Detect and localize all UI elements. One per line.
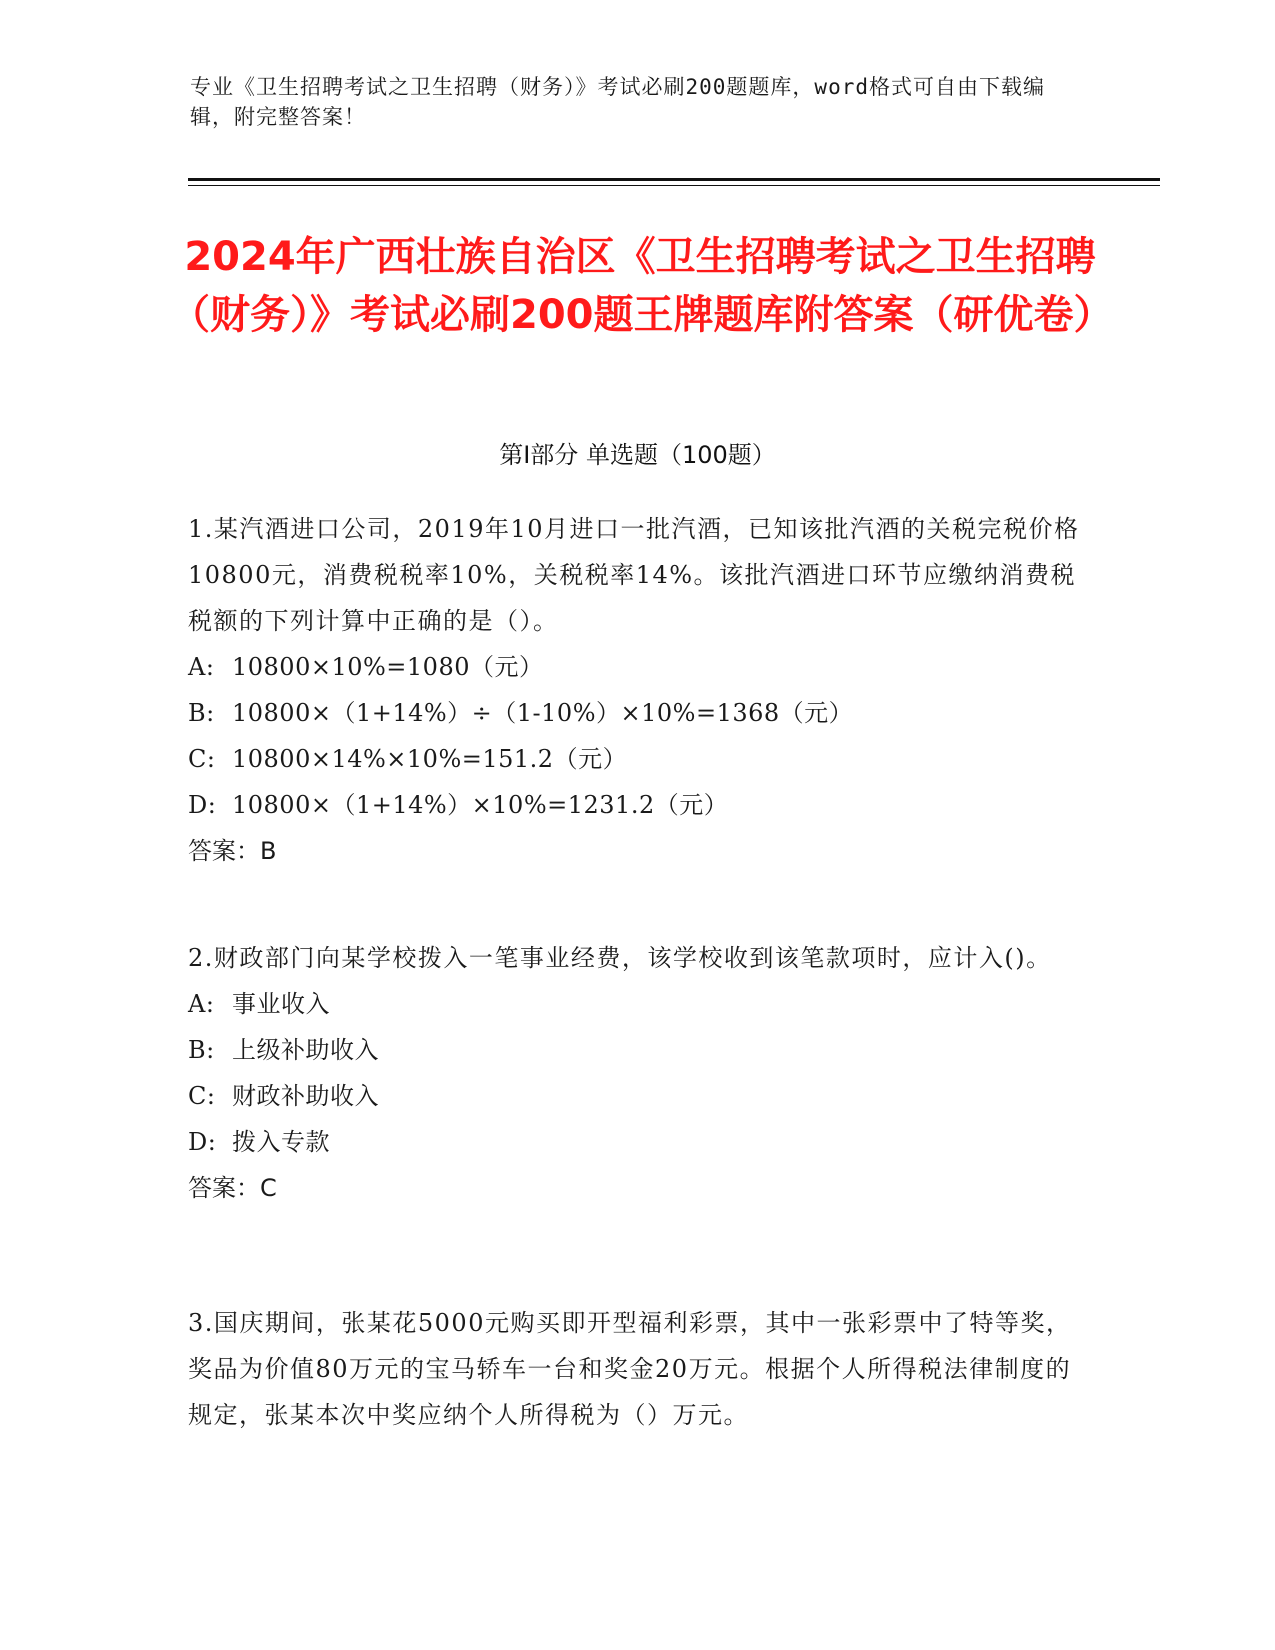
question-stem: 2.财政部门向某学校拨入一笔事业经费，该学校收到该笔款项时，应计入()。 — [188, 944, 1052, 972]
option-a — [188, 981, 1088, 1027]
option-key: A: — [188, 653, 215, 681]
option-text: 拨入专款 — [232, 1128, 330, 1156]
option-key: C: — [188, 1082, 216, 1110]
question-stem: 1.某汽酒进口公司，2019年10月进口一批汽酒，已知该批汽酒的关税完税价格10800元，消费税税率10%，关税税率14%。该批汽酒进口环节应缴纳消费税税额的下列计算中正确的是（）。 — [188, 515, 1080, 635]
document-title: 2024年广西壮族自治区《卫生招聘考试之卫生招聘（财务）》考试必刷200题王牌题库附答案（研优卷） — [170, 234, 1114, 338]
option-text: 10800×（1+14%）×10%=1231.2（元） — [232, 791, 729, 819]
option-key: B: — [188, 1036, 215, 1064]
header-rule-thick — [188, 178, 1160, 181]
option-key: B: — [188, 699, 215, 727]
header-rule-thin — [188, 185, 1160, 186]
question-stem: 3.国庆期间，张某花5000元购买即开型福利彩票，其中一张彩票中了特等奖，奖品为价值80万元的宝马轿车一台和奖金20万元。根据个人所得税法律制度的规定，张某本次中奖应纳个人所得税为（）万元。 — [188, 1309, 1072, 1429]
option-d — [188, 782, 1088, 828]
option-text: 10800×（1+14%）÷（1-10%）×10%=1368（元） — [232, 699, 854, 727]
option-a — [188, 644, 1088, 690]
option-d — [188, 1119, 1088, 1165]
answer-line: 答案：C — [188, 1174, 277, 1202]
answer-line: 答案：B — [188, 837, 277, 865]
option-text: 10800×14%×10%=151.2（元） — [232, 745, 628, 773]
question-3 — [188, 1300, 1088, 1438]
option-b — [188, 690, 1088, 736]
option-c — [188, 1073, 1088, 1119]
option-text: 事业收入 — [232, 990, 330, 1018]
option-text: 10800×10%=1080（元） — [232, 653, 544, 681]
question-1 — [188, 506, 1088, 874]
option-text: 上级补助收入 — [232, 1036, 379, 1064]
section-heading: 第Ⅰ部分 单选题（100题） — [499, 441, 776, 469]
option-c — [188, 736, 1088, 782]
option-key: D: — [188, 1128, 217, 1156]
option-key: C: — [188, 745, 216, 773]
option-key: A: — [188, 990, 215, 1018]
question-2 — [188, 935, 1088, 1211]
option-key: D: — [188, 791, 217, 819]
header-note: 专业《卫生招聘考试之卫生招聘（财务）》考试必刷200题题库，word格式可自由下载编辑，附完整答案！ — [190, 75, 1045, 129]
option-b — [188, 1027, 1088, 1073]
option-text: 财政补助收入 — [232, 1082, 379, 1110]
